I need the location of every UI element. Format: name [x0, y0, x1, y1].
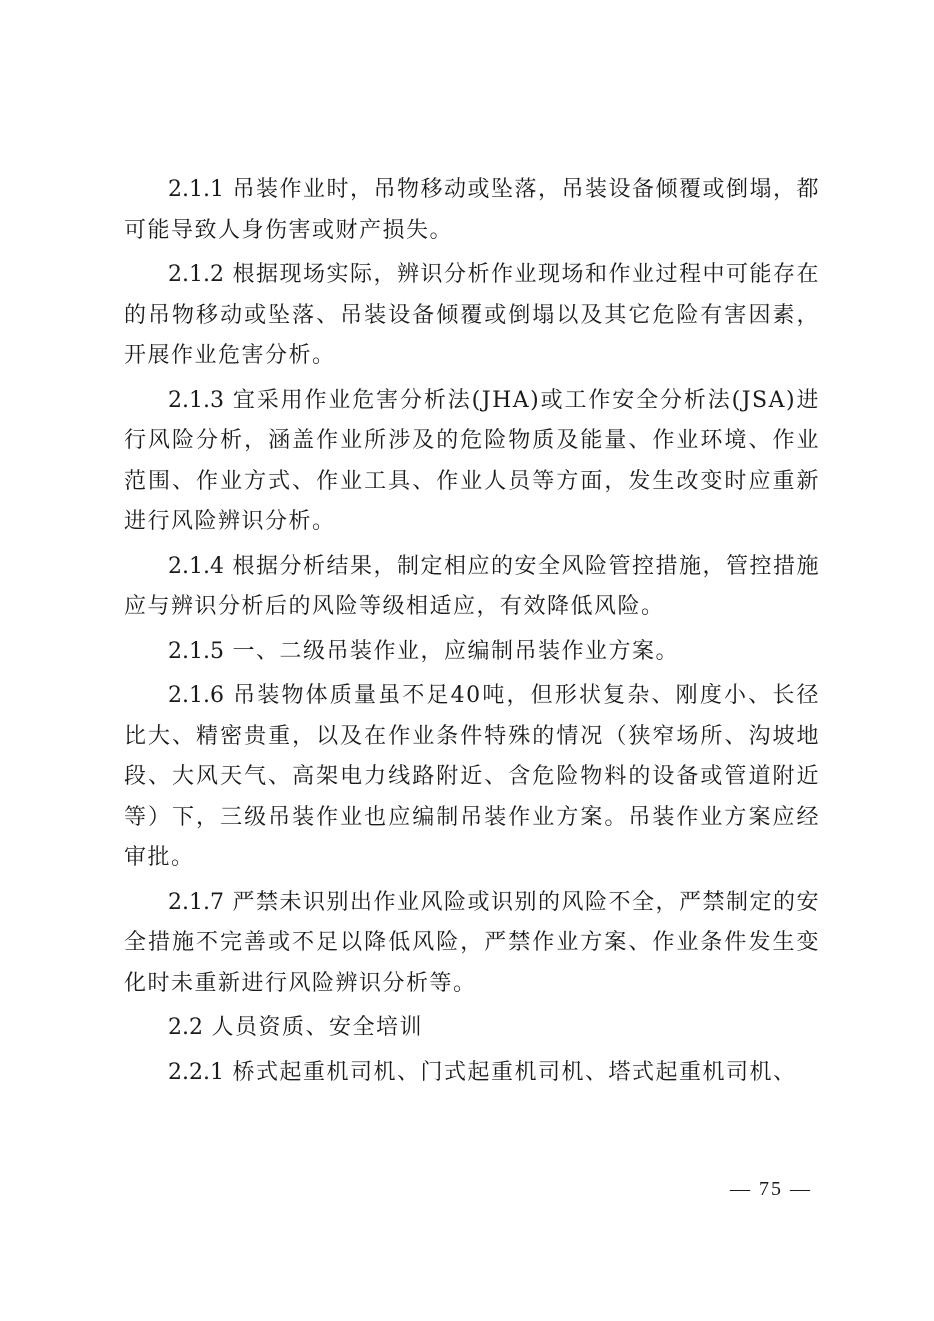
section-heading-2-2 — [124, 1008, 820, 1049]
paragraph-2-2-1 — [124, 1053, 820, 1094]
paragraph-2-1-2 — [124, 255, 820, 377]
paragraph-2-1-5 — [124, 632, 820, 673]
document-body — [124, 170, 820, 1097]
clause-text: 根据分析结果，制定相应的安全风险管控措施，管控措施应与辨识分析后的风险等级相适应，有效降低风险。 — [124, 553, 820, 619]
clause-text: 吊装作业时，吊物移动或坠落，吊装设备倾覆或倒塌，都可能导致人身伤害或财产损失。 — [124, 177, 820, 243]
paragraph-2-1-6 — [124, 676, 820, 879]
clause-text: 宜采用作业危害分析法(JHA)或工作安全分析法(JSA)进行风险分析，涵盖作业所涉及的危险物质及能量、作业环境、作业范围、作业方式、作业工具、作业人员等方面，发生改变时应重新进行风险辨识分析。 — [124, 387, 820, 534]
paragraph-2-1-7 — [124, 883, 820, 1005]
clause-number: 2.1.7 — [168, 889, 224, 915]
clause-number: 2.1.5 — [168, 638, 224, 664]
clause-text: 严禁未识别出作业风险或识别的风险不全，严禁制定的安全措施不完善或不足以降低风险，严禁作业方案、作业条件发生变化时未重新进行风险辨识分析等。 — [124, 889, 820, 996]
clause-number: 2.2.1 — [168, 1059, 224, 1085]
paragraph-2-1-1 — [124, 170, 820, 251]
clause-text: 根据现场实际，辨识分析作业现场和作业过程中可能存在的吊物移动或坠落、吊装设备倾覆或倒塌以及其它危险有害因素，开展作业危害分析。 — [124, 262, 820, 368]
clause-number: 2.1.3 — [168, 387, 224, 413]
clause-number: 2.1.2 — [168, 262, 224, 287]
section-title: 人员资质、安全培训 — [211, 1015, 424, 1040]
section-number: 2.2 — [168, 1015, 203, 1040]
clause-text: 桥式起重机司机、门式起重机司机、塔式起重机司机、 — [232, 1059, 797, 1085]
clause-text: 吊装物体质量虽不足40吨，但形状复杂、刚度小、长径比大、精密贵重，以及在作业条件特殊的情况（狭窄场所、沟坡地段、大风天气、高架电力线路附近、含危险物料的设备或管道附近等）下，三级吊装作业也应编制吊装作业方案。吊装作业方案应经审批。 — [124, 683, 821, 870]
clause-number: 2.1.6 — [168, 683, 224, 708]
clause-text: 一、二级吊装作业，应编制吊装作业方案。 — [232, 638, 679, 664]
clause-number: 2.1.1 — [168, 177, 224, 202]
clause-number: 2.1.4 — [168, 553, 224, 579]
page-number: — 75 — — [730, 1178, 812, 1200]
paragraph-2-1-4 — [124, 547, 820, 628]
paragraph-2-1-3 — [124, 381, 820, 543]
